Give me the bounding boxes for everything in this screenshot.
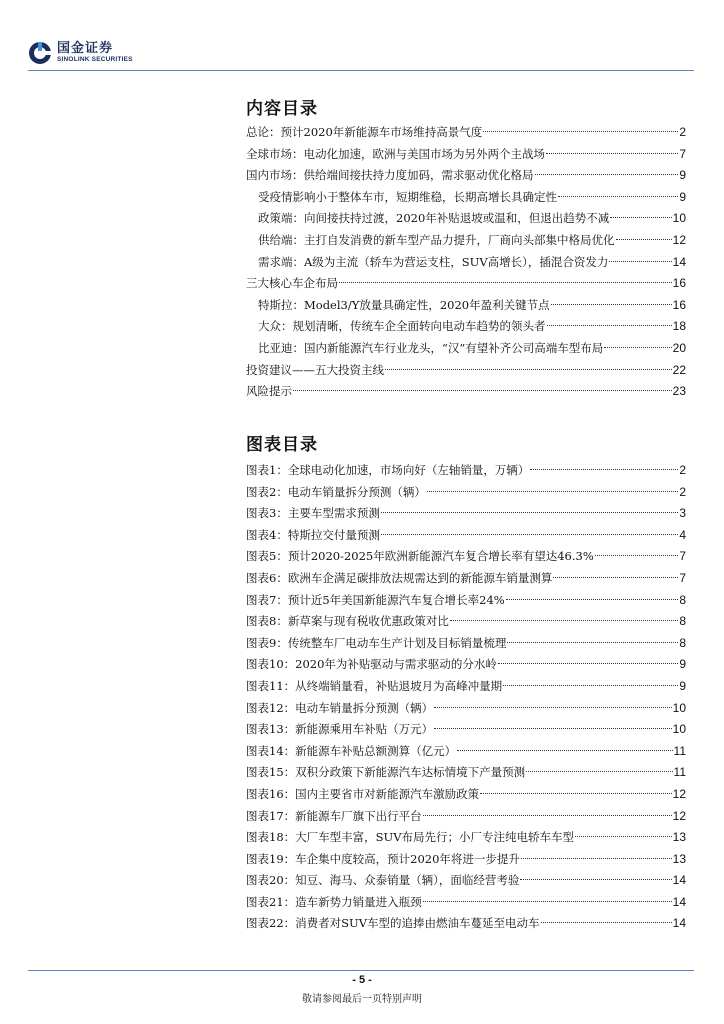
toc-entry-page: 23 (672, 384, 686, 399)
figure-entry-label: 图表17：新能源车厂旗下出行平台 (246, 808, 422, 823)
header-logo (28, 38, 133, 68)
toc-entry[interactable] (246, 187, 686, 209)
figure-entry-page: 11 (673, 765, 686, 780)
figure-entry[interactable] (246, 806, 686, 828)
figure-entry[interactable] (246, 913, 686, 935)
figures-list (246, 460, 686, 935)
toc-entry-label: 大众：规划清晰，传统车企全面转向电动车趋势的领头者 (258, 319, 546, 334)
dot-leader (547, 325, 672, 326)
figure-entry[interactable] (246, 870, 686, 892)
dot-leader (385, 369, 672, 370)
dot-leader (498, 663, 678, 664)
figure-entry-label: 图表20：知豆、海马、众泰销量（辆），面临经营考验 (246, 873, 520, 888)
figure-entry-label: 图表6：欧洲车企满足碳排放法规需达到的新能源车销量测算 (246, 570, 553, 585)
toc-entry-label: 特斯拉：Model3/Y放量具确定性，2020年盈利关键节点 (258, 297, 550, 312)
toc-entry[interactable] (246, 273, 686, 295)
toc-entry-page: 12 (672, 232, 686, 247)
dot-leader (423, 815, 672, 816)
toc-entry[interactable] (246, 122, 686, 144)
figure-entry-label: 图表14：新能源车补贴总额测算（亿元） (246, 743, 457, 758)
figure-entry[interactable] (246, 762, 686, 784)
toc-entry[interactable] (246, 381, 686, 403)
figure-entry[interactable] (246, 849, 686, 871)
toc-entry[interactable] (246, 230, 686, 252)
toc-entry-page: 2 (679, 125, 686, 139)
dot-leader (293, 390, 672, 391)
figure-entry-label: 图表8：新草案与现有税收优惠政策对比 (246, 614, 449, 629)
dot-leader (506, 599, 679, 600)
dot-leader (480, 793, 672, 794)
contents-list (246, 122, 686, 403)
toc-entry-label: 三大核心车企布局 (246, 276, 338, 291)
figure-entry[interactable] (246, 741, 686, 763)
dot-leader (503, 685, 678, 686)
figure-entry-label: 图表22：消费者对SUV车型的追捧由燃油车蔓延至电动车 (246, 916, 540, 931)
figure-entry-page: 2 (679, 484, 686, 499)
header-divider (28, 70, 694, 71)
figure-entry-label: 图表10：2020年为补贴驱动与需求驱动的分水岭 (246, 657, 497, 672)
toc-entry-label: 投资建议——五大投资主线 (246, 362, 384, 377)
toc-entry[interactable] (246, 252, 686, 274)
figure-entry-page: 8 (679, 614, 686, 629)
logo-chinese-name: 国金证券 (57, 41, 114, 56)
figure-entry-label: 图表19：车企集中度较高，预计2020年将进一步提升 (246, 851, 520, 866)
toc-entry-page: 16 (672, 297, 686, 312)
toc-entry-label: 受疫情影响小于整体车市，短期维稳，长期高增长具确定性 (258, 189, 557, 204)
figure-entry-label: 图表15：双积分政策下新能源汽车达标情境下产量预测 (246, 765, 526, 780)
footer-divider (28, 970, 694, 971)
dot-leader (616, 239, 672, 240)
dot-leader (526, 771, 672, 772)
dot-leader (381, 534, 678, 535)
dot-leader (604, 347, 671, 348)
dot-leader (434, 707, 672, 708)
figure-entry[interactable] (246, 611, 686, 633)
toc-entry-label: 比亚迪：国内新能源汽车行业龙头，“汉”有望补齐公司高端车型布局 (258, 340, 604, 355)
figure-entry-page: 4 (679, 527, 686, 542)
figure-entry-label: 图表13：新能源乘用车补贴（万元） (246, 722, 434, 737)
dot-leader (434, 728, 672, 729)
figure-entry-label: 图表3：主要车型需求预测 (246, 506, 380, 521)
figure-entry[interactable] (246, 525, 686, 547)
figure-entry-page: 2 (679, 463, 686, 477)
figure-entry[interactable] (246, 892, 686, 914)
dot-leader (423, 901, 672, 902)
figure-entry-page: 12 (672, 786, 686, 801)
dot-leader (609, 261, 671, 262)
toc-entry-page: 16 (672, 276, 686, 291)
dot-leader (339, 282, 672, 283)
figure-entry-label: 图表1：全球电动化加速，市场向好（左轴销量，万辆） (246, 463, 530, 477)
toc-entry-page: 9 (679, 189, 686, 204)
figure-entry-label: 图表18：大厂车型丰富，SUV布局先行；小厂专注纯电轿车车型 (246, 830, 575, 845)
toc-entry-label: 政策端：向间接扶持过渡，2020年补贴退坡或温和，但退出趋势不减 (258, 211, 610, 226)
dot-leader (546, 153, 678, 154)
dot-leader (521, 858, 672, 859)
figure-entry[interactable] (246, 654, 686, 676)
figure-entry-page: 13 (672, 830, 686, 845)
figure-entry-label: 图表12：电动车销量拆分预测（辆） (246, 700, 434, 715)
toc-entry-page: 22 (672, 362, 686, 377)
toc-entry-label: 全球市场：电动化加速，欧洲与美国市场为另外两个主战场 (246, 146, 545, 161)
toc-entry-label: 供给端：主打自发消费的新车型产品力提升，厂商向头部集中格局优化 (258, 232, 615, 247)
figure-entry-label: 图表9：传统整车厂电动车生产计划及目标销量梳理 (246, 635, 507, 650)
dot-leader (541, 922, 672, 923)
dot-leader (535, 174, 679, 175)
figure-entry-page: 12 (672, 808, 686, 823)
dot-leader (551, 304, 672, 305)
figure-entry-label: 图表2：电动车销量拆分预测（辆） (246, 484, 426, 499)
toc-entry-label: 风险提示 (246, 384, 292, 399)
figure-entry-page: 7 (679, 549, 686, 564)
figure-entry-label: 图表5：预计2020-2025年欧洲新能源汽车复合增长率有望达46.3% (246, 549, 594, 564)
toc-entry[interactable] (246, 144, 686, 166)
company-logo-icon (28, 41, 52, 65)
dot-leader (520, 879, 671, 880)
figure-entry-page: 9 (679, 657, 686, 672)
page-number: - 5 - (352, 974, 372, 986)
contents-title: 内容目录 (246, 99, 318, 119)
toc-entry[interactable] (246, 208, 686, 230)
figure-entry-page: 8 (679, 635, 686, 650)
figure-entry[interactable] (246, 633, 686, 655)
toc-entry-label: 总论：预计2020年新能源车市场维持高景气度 (246, 125, 483, 139)
toc-entry-label: 国内市场：供给端间接扶持力度加码，需求驱动优化格局 (246, 168, 534, 183)
figure-entry-label: 图表4：特斯拉交付量预测 (246, 527, 380, 542)
figure-entry[interactable] (246, 546, 686, 568)
dot-leader (507, 642, 678, 643)
figure-entry[interactable] (246, 482, 686, 504)
dot-leader (575, 836, 672, 837)
dot-leader (427, 491, 678, 492)
figure-entry-page: 10 (672, 700, 686, 715)
figure-entry-label: 图表7：预计近5年美国新能源汽车复合增长率24% (246, 592, 505, 607)
toc-entry-page: 18 (672, 319, 686, 334)
figure-entry-page: 14 (672, 894, 686, 909)
logo-english-name: SINOLINK SECURITIES (57, 56, 133, 63)
toc-entry[interactable] (246, 316, 686, 338)
toc-entry[interactable] (246, 295, 686, 317)
figure-entry[interactable] (246, 827, 686, 849)
figure-entry[interactable] (246, 568, 686, 590)
figure-entry-page: 9 (679, 678, 686, 693)
figure-entry-label: 图表21：造车新势力销量进入瓶颈 (246, 894, 422, 909)
figure-entry-page: 7 (679, 570, 686, 585)
figure-entry-page: 3 (679, 506, 686, 521)
figure-entry[interactable] (246, 503, 686, 525)
disclaimer-text: 敬请参阅最后一页特别声明 (302, 994, 422, 1005)
figure-entry[interactable] (246, 784, 686, 806)
toc-entry[interactable] (246, 338, 686, 360)
figure-entry-page: 10 (672, 722, 686, 737)
dot-leader (610, 217, 671, 218)
dot-leader (483, 131, 678, 132)
figure-entry[interactable] (246, 676, 686, 698)
toc-entry-page: 10 (672, 211, 686, 226)
toc-entry-label: 需求端：A级为主流（轿车为营运支柱，SUV高增长），插混合资发力 (258, 254, 609, 269)
toc-entry-page: 7 (679, 146, 686, 161)
dot-leader (457, 750, 672, 751)
figure-entry-page: 13 (672, 851, 686, 866)
figure-entry-label: 图表11：从终端销量看，补贴退坡月为高峰冲量期 (246, 678, 503, 693)
dot-leader (553, 577, 678, 578)
figure-entry-page: 8 (679, 592, 686, 607)
figure-entry[interactable] (246, 460, 686, 482)
figure-entry-page: 14 (672, 916, 686, 931)
figure-entry[interactable] (246, 719, 686, 741)
figure-entry[interactable] (246, 698, 686, 720)
dot-leader (558, 196, 678, 197)
toc-entry-page: 9 (679, 168, 686, 183)
dot-leader (450, 620, 678, 621)
toc-entry[interactable] (246, 165, 686, 187)
dot-leader (381, 512, 678, 513)
toc-entry[interactable] (246, 360, 686, 382)
figures-title: 图表目录 (246, 435, 318, 455)
figure-entry-label: 图表16：国内主要省市对新能源汽车激励政策 (246, 786, 480, 801)
figure-entry-page: 11 (673, 743, 686, 758)
toc-entry-page: 20 (672, 340, 686, 355)
toc-entry-page: 14 (672, 254, 686, 269)
dot-leader (595, 555, 679, 556)
dot-leader (530, 469, 678, 470)
figure-entry-page: 14 (672, 873, 686, 888)
figure-entry[interactable] (246, 590, 686, 612)
